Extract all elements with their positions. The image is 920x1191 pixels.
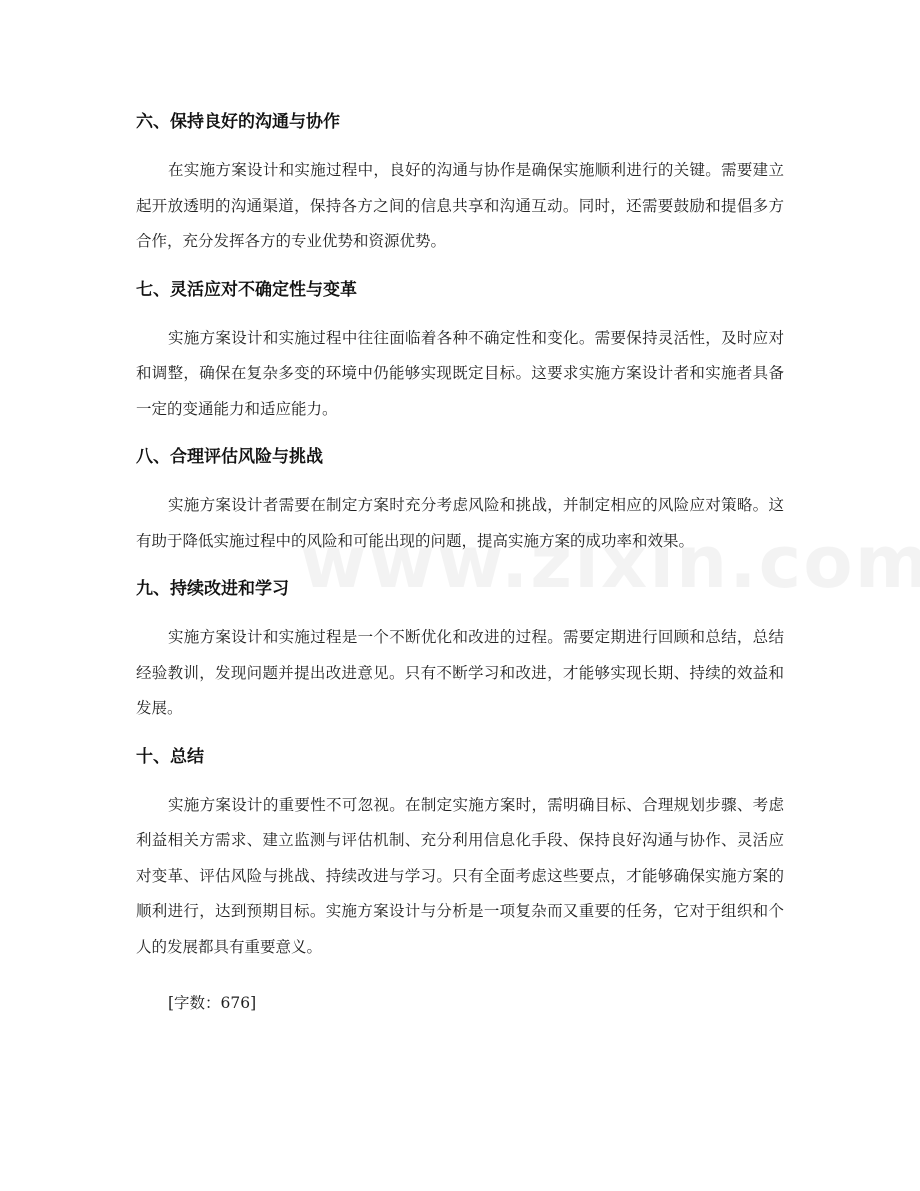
section-paragraph: 实施方案设计和实施过程中往往面临着各种不确定性和变化。需要保持灵活性，及时应对和调整，确保在复杂多变的环境中仍能够实现既定目标。这要求实施方案设计者和实施者具备一定的变通能力和适应能力。: [136, 328, 784, 418]
section-8: [136, 441, 784, 559]
section-9: [136, 573, 784, 727]
section-heading: 七、灵活应对不确定性与变革: [136, 279, 357, 300]
section-paragraph: 实施方案设计者需要在制定方案时充分考虑风险和挑战，并制定相应的风险应对策略。这有助于降低实施过程中的风险和可能出现的问题，提高实施方案的成功率和效果。: [136, 496, 784, 550]
section-10: [136, 741, 784, 966]
word-count: [字数：676]: [168, 994, 257, 1012]
section-paragraph: 实施方案设计和实施过程是一个不断优化和改进的过程。需要定期进行回顾和总结，总结经验教训，发现问题并提出改进意见。只有不断学习和改进，才能够实现长期、持续的效益和发展。: [136, 628, 784, 717]
section-heading: 八、合理评估风险与挑战: [136, 447, 323, 467]
section-heading: 六、保持良好的沟通与协作: [136, 112, 340, 132]
section-heading: 九、持续改进和学习: [136, 579, 289, 599]
section-heading: 十、总结: [136, 746, 204, 767]
section-paragraph: 在实施方案设计和实施过程中，良好的沟通与协作是确保实施顺利进行的关键。需要建立起开放透明的沟通渠道，保持各方之间的信息共享和沟通互动。同时，还需要鼓励和提倡多方合作，充分发挥各方的专业优势和资源优势。: [136, 161, 784, 250]
section-7: [136, 274, 784, 428]
section-paragraph: 实施方案设计的重要性不可忽视。在制定实施方案时，需明确目标、合理规划步骤、考虑利益相关方需求、建立监测与评估机制、充分利用信息化手段、保持良好沟通与协作、灵活应对变革、评估风险与挑战、持续改进与学习。只有全面考虑这些要点，才能够确保实施方案的顺利进行，达到预期目标。实施方案设计与分析是一项复杂而又重要的任务，它对于组织和个人的发展都具有重要意义。: [136, 795, 784, 956]
document-body: [136, 106, 784, 1019]
section-6: [136, 106, 784, 260]
